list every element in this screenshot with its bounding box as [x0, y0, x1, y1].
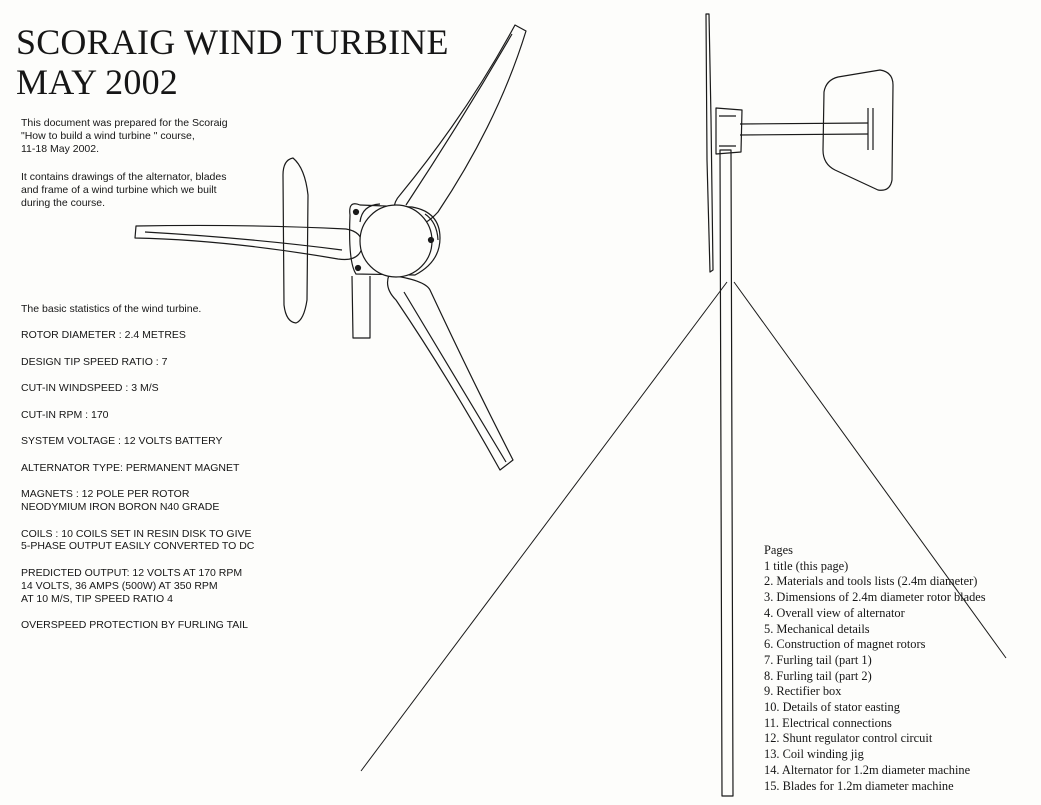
statistics-heading: The basic statistics of the wind turbine. — [21, 303, 202, 315]
side-tail-boom — [740, 123, 868, 135]
hub-bolt-2 — [429, 238, 434, 243]
intro-paragraph-2 — [21, 171, 281, 209]
intro-paragraph-1 — [21, 117, 281, 155]
front-tail-vane — [283, 158, 308, 323]
page-entry: 1 title (this page) — [764, 558, 849, 573]
blade-left — [135, 225, 362, 259]
stat-cut-in-windspeed: CUT-IN WINDSPEED : 3 M/S — [21, 382, 159, 395]
stat-tip-speed-ratio: DESIGN TIP SPEED RATIO : 7 — [21, 355, 168, 368]
page-entry: 15. Blades for 1.2m diameter machine — [764, 778, 954, 793]
front-tower-stub — [352, 276, 370, 338]
intro-p1-line: 11-18 May 2002. — [21, 142, 100, 155]
page-entry: 5. Mechanical details — [764, 621, 870, 636]
stat-rotor-diameter: ROTOR DIAMETER : 2.4 METRES — [21, 329, 186, 342]
intro-p2-line: during the course. — [21, 196, 106, 209]
hub-bolt-3 — [356, 266, 361, 271]
blade-left-inner — [145, 232, 342, 250]
stat-magnets: MAGNETS : 12 POLE PER ROTOR NEODYMIUM IRON BORON N40 GRADE — [21, 488, 220, 514]
stat-system-voltage: SYSTEM VOLTAGE : 12 VOLTS BATTERY — [21, 435, 223, 448]
page-entry: 3. Dimensions of 2.4m diameter rotor blades — [764, 590, 986, 605]
intro-p1-line: This document was prepared for the Scoraig — [21, 117, 228, 129]
pages-list — [764, 559, 1039, 795]
side-rotor-blade — [706, 14, 713, 272]
side-tower — [720, 150, 733, 796]
page-entry: 10. Details of stator easting — [764, 700, 900, 715]
page-entry: 13. Coil winding jig — [764, 747, 864, 762]
page-entry: 12. Shunt regulator control circuit — [764, 731, 933, 746]
stat-cut-in-rpm: CUT-IN RPM : 170 — [21, 408, 109, 421]
blade-lower — [388, 275, 513, 470]
side-tail-vane — [823, 70, 893, 190]
side-alternator — [716, 108, 742, 154]
hub-bolt-1 — [354, 210, 359, 215]
page-entry: 6. Construction of magnet rotors — [764, 637, 926, 652]
title-line-2: MAY 2002 — [16, 62, 178, 102]
stat-overspeed-protection: OVERSPEED PROTECTION BY FURLING TAIL — [21, 619, 248, 632]
stat-predicted-output: PREDICTED OUTPUT: 12 VOLTS AT 170 RPM 14 VOLTS, 36 AMPS (500W) AT 350 RPM AT 10 M/S, TIP SPEED RATIO 4 — [21, 566, 243, 605]
intro-p2-line: and frame of a wind turbine which we built — [21, 183, 217, 196]
page-entry: 7. Furling tail (part 1) — [764, 652, 872, 667]
statistics-list — [21, 303, 291, 646]
nose-cone — [360, 205, 432, 277]
pages-heading: Pages — [764, 543, 793, 557]
intro-p2-line: It contains drawings of the alternator, blades — [21, 171, 227, 183]
pages-index — [764, 543, 1039, 794]
tail-bracket — [868, 108, 873, 150]
stat-coils: COILS : 10 COILS SET IN RESIN DISK TO GIVE 5-PHASE OUTPUT EASILY CONVERTED TO DC — [21, 527, 255, 553]
document-title — [16, 22, 449, 102]
page-entry: 2. Materials and tools lists (2.4m diameter) — [764, 574, 978, 589]
title-line-1: SCORAIG WIND TURBINE — [16, 22, 449, 62]
page-entry: 4. Overall view of alternator — [764, 605, 905, 620]
blade-lower-inner — [404, 292, 506, 462]
page-entry: 14. Alternator for 1.2m diameter machine — [764, 762, 971, 777]
page-entry: 9. Rectifier box — [764, 684, 842, 699]
page-entry: 8. Furling tail (part 2) — [764, 668, 872, 683]
page-entry: 11. Electrical connections — [764, 715, 892, 730]
intro-p1-line: "How to build a wind turbine " course, — [21, 129, 195, 142]
stat-alternator-type: ALTERNATOR TYPE: PERMANENT MAGNET — [21, 461, 240, 474]
guy-wire-left — [361, 282, 727, 771]
